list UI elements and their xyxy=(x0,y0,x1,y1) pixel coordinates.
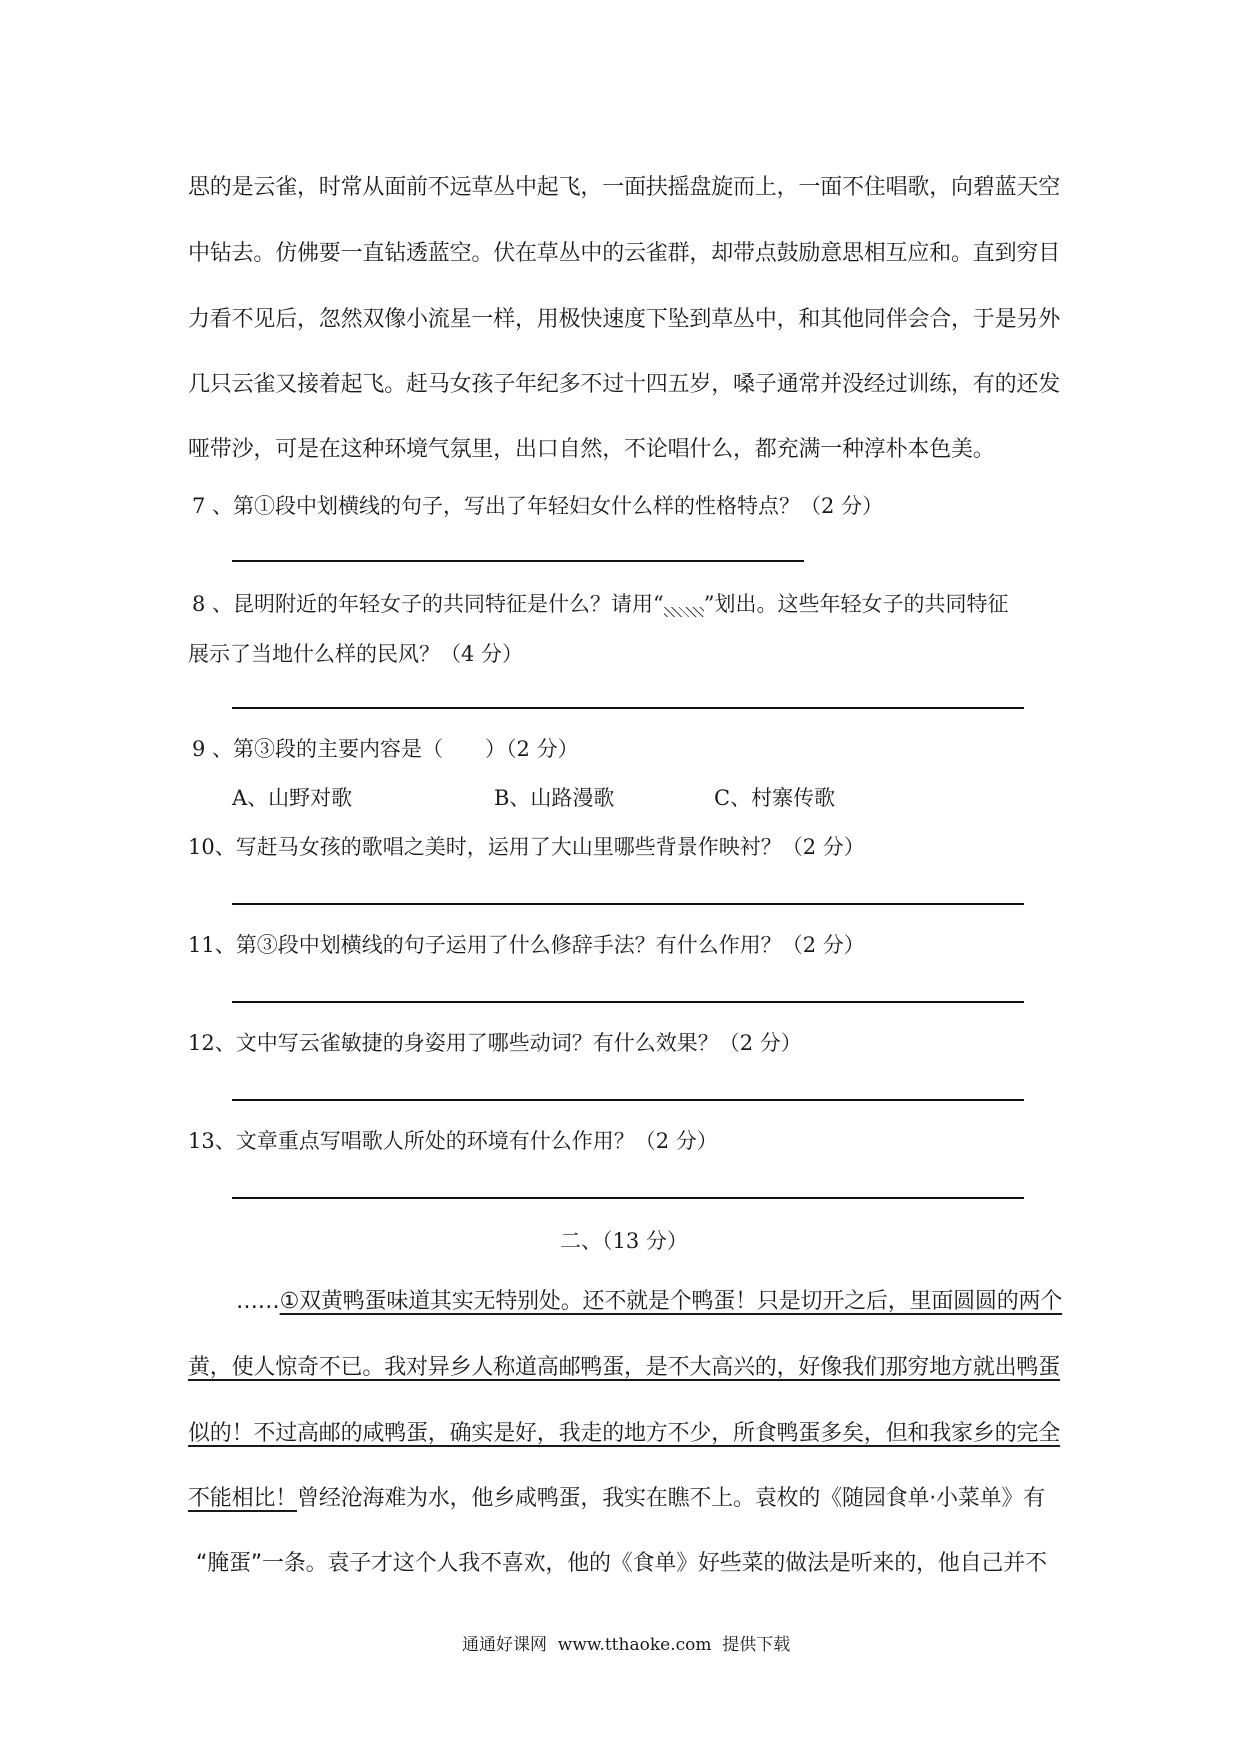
question-8-part-1: 8 、昆明附近的年轻女子的共同特征是什么？请用“ xyxy=(192,592,664,616)
ellipsis: …… xyxy=(236,1289,280,1314)
underlined-sentence-1: ①双黄鸭蛋味道其实无特别处。还不就是个鸭蛋！只是切开之后，里面圆圆的两个 xyxy=(279,1289,1063,1314)
section-2-title: 二、（13 分） xyxy=(560,1229,688,1253)
wavy-underline-icon xyxy=(664,607,704,617)
question-8 xyxy=(192,588,1009,618)
underlined-sentence-3: 似的！不过高邮的咸鸭蛋，确实是好，我走的地方不少，所食鸭蛋多矣，但和我家乡的完全 xyxy=(188,1421,1061,1446)
section-2-line-4-rest: 曾经沧海难为水，他乡咸鸭蛋，我实在瞧不上。袁枚的《随园食单·小菜单》有 xyxy=(297,1486,1046,1511)
question-7: 7 、第①段中划横线的句子，写出了年轻妇女什么样的性格特点？（2 分） xyxy=(192,494,884,518)
option-b: B、山路漫歌 xyxy=(494,786,615,810)
option-a: A、山野对歌 xyxy=(232,786,353,810)
option-c: C、村寨传歌 xyxy=(714,786,836,810)
answer-line-11 xyxy=(232,1001,1024,1003)
question-8-continued: 展示了当地什么样的民风？（4 分） xyxy=(188,642,524,666)
underlined-sentence-4: 不能相比！ xyxy=(188,1486,298,1511)
answer-line-10 xyxy=(232,903,1024,905)
passage-line-5: 哑带沙，可是在这种环境气氛里，出口自然，不论唱什么，都充满一种淳朴本色美。 xyxy=(188,437,995,462)
passage-line-3: 力看不见后，忽然双像小流星一样，用极快速度下坠到草丛中，和其他同伴会合，于是另外 xyxy=(188,307,1061,332)
question-13: 13、文章重点写唱歌人所处的环境有什么作用？（2 分） xyxy=(188,1129,718,1153)
passage-line-1: 思的是云雀，时常从面前不远草丛中起飞，一面扶摇盘旋而上，一面不住唱歌，向碧蓝天空 xyxy=(188,175,1061,200)
answer-line-13 xyxy=(232,1197,1024,1199)
section-2-line-1 xyxy=(236,1284,1062,1315)
section-2-line-3 xyxy=(188,1416,1060,1447)
question-11: 11、第③段中划横线的句子运用了什么修辞手法？有什么作用？（2 分） xyxy=(188,933,865,957)
answer-line-8 xyxy=(232,707,1024,709)
answer-line-7 xyxy=(232,560,804,562)
section-2-line-5: “腌蛋”一条。袁子才这个人我不喜欢，他的《食单》好些菜的做法是听来的，他自己并不 xyxy=(196,1551,1047,1576)
question-9: 9 、第③段的主要内容是（ ）（2 分） xyxy=(192,737,579,761)
question-8-part-2: ”划出。这些年轻女子的共同特征 xyxy=(703,592,1009,616)
section-2-line-2 xyxy=(188,1350,1060,1381)
answer-line-12 xyxy=(232,1099,1024,1101)
passage-line-4: 几只云雀又接着起飞。赶马女孩子年纪多不过十四五岁，嗓子通常并没经过训练，有的还发 xyxy=(188,372,1061,397)
section-2-line-4 xyxy=(188,1481,1045,1512)
question-12: 12、文中写云雀敏捷的身姿用了哪些动词？有什么效果？（2 分） xyxy=(188,1031,802,1055)
footer: 通通好课网 www.tthaoke.com 提供下载 xyxy=(462,1635,791,1655)
question-10: 10、写赶马女孩的歌唱之美时，运用了大山里哪些背景作映衬？（2 分） xyxy=(188,835,865,859)
passage-line-2: 中钻去。仿佛要一直钻透蓝空。伏在草丛中的云雀群，却带点鼓励意思相互应和。直到穷目 xyxy=(188,241,1061,266)
underlined-sentence-2: 黄，使人惊奇不已。我对异乡人称道高邮鸭蛋，是不大高兴的，好像我们那穷地方就出鸭蛋 xyxy=(188,1355,1061,1380)
